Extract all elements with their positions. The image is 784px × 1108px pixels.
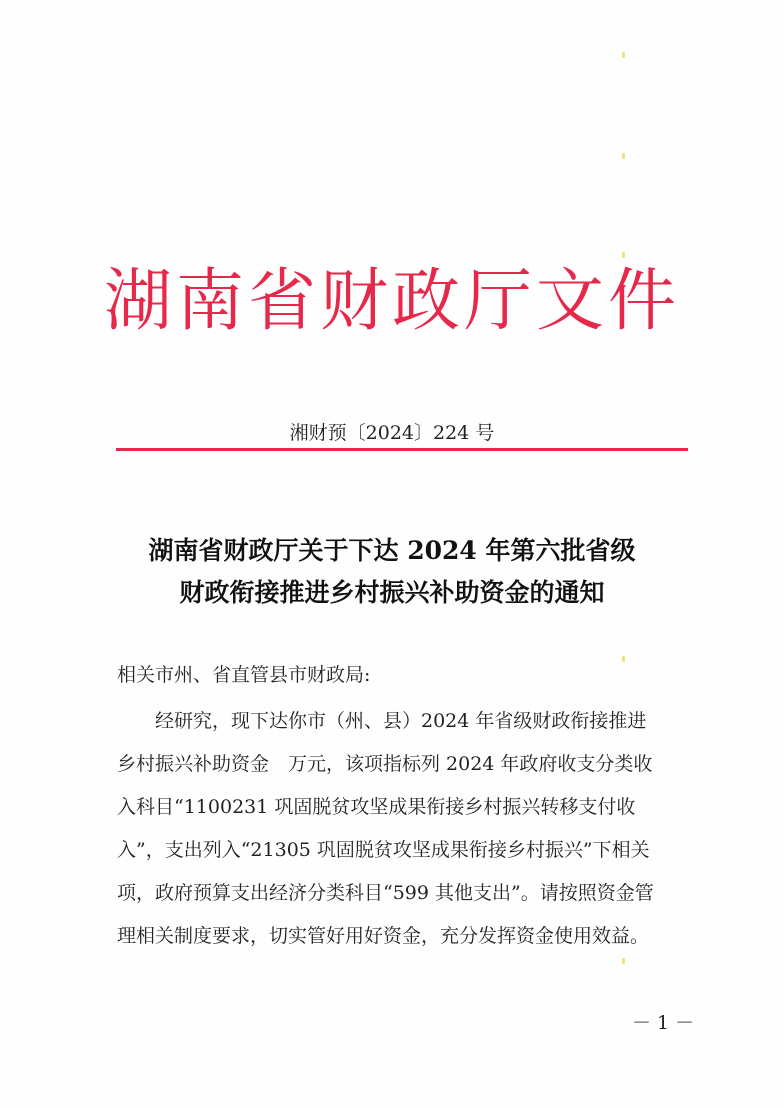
scan-speck bbox=[622, 252, 625, 258]
agency-header-title: 湖南省财政厅文件 bbox=[103, 262, 680, 341]
notice-title-line-2: 财政衔接推进乡村振兴补助资金的通知 bbox=[179, 578, 605, 607]
body-paragraph bbox=[117, 700, 697, 958]
notice-title bbox=[0, 530, 784, 614]
scan-speck bbox=[622, 958, 625, 964]
red-separator-line bbox=[116, 448, 688, 451]
body-line: 经研究，现下达你市（州、县）2024 年省级财政衔接推进 bbox=[155, 710, 647, 732]
document-number: 湘财预〔2024〕224 号 bbox=[289, 422, 495, 444]
scan-speck bbox=[622, 153, 625, 159]
notice-title-line-1: 湖南省财政厅关于下达 2024 年第六批省级 bbox=[148, 536, 636, 565]
addressee: 相关市州、省直管县市财政局: bbox=[117, 664, 371, 686]
body-line: 项，政府预算支出经济分类科目“599 其他支出”。请按照资金管 bbox=[117, 882, 654, 904]
page-number: － 1 － bbox=[632, 1012, 695, 1034]
body-line: 入”，支出列入“21305 巩固脱贫攻坚成果衔接乡村振兴”下相关 bbox=[117, 839, 650, 861]
body-line: 入科目“1100231 巩固脱贫攻坚成果衔接乡村振兴转移支付收 bbox=[117, 796, 636, 818]
scan-speck bbox=[622, 656, 625, 662]
scan-speck bbox=[622, 52, 625, 58]
body-line: 理相关制度要求，切实管好用好资金，充分发挥资金使用效益。 bbox=[117, 925, 650, 947]
body-line: 乡村振兴补助资金 万元，该项指标列 2024 年政府收支分类收 bbox=[117, 753, 653, 775]
